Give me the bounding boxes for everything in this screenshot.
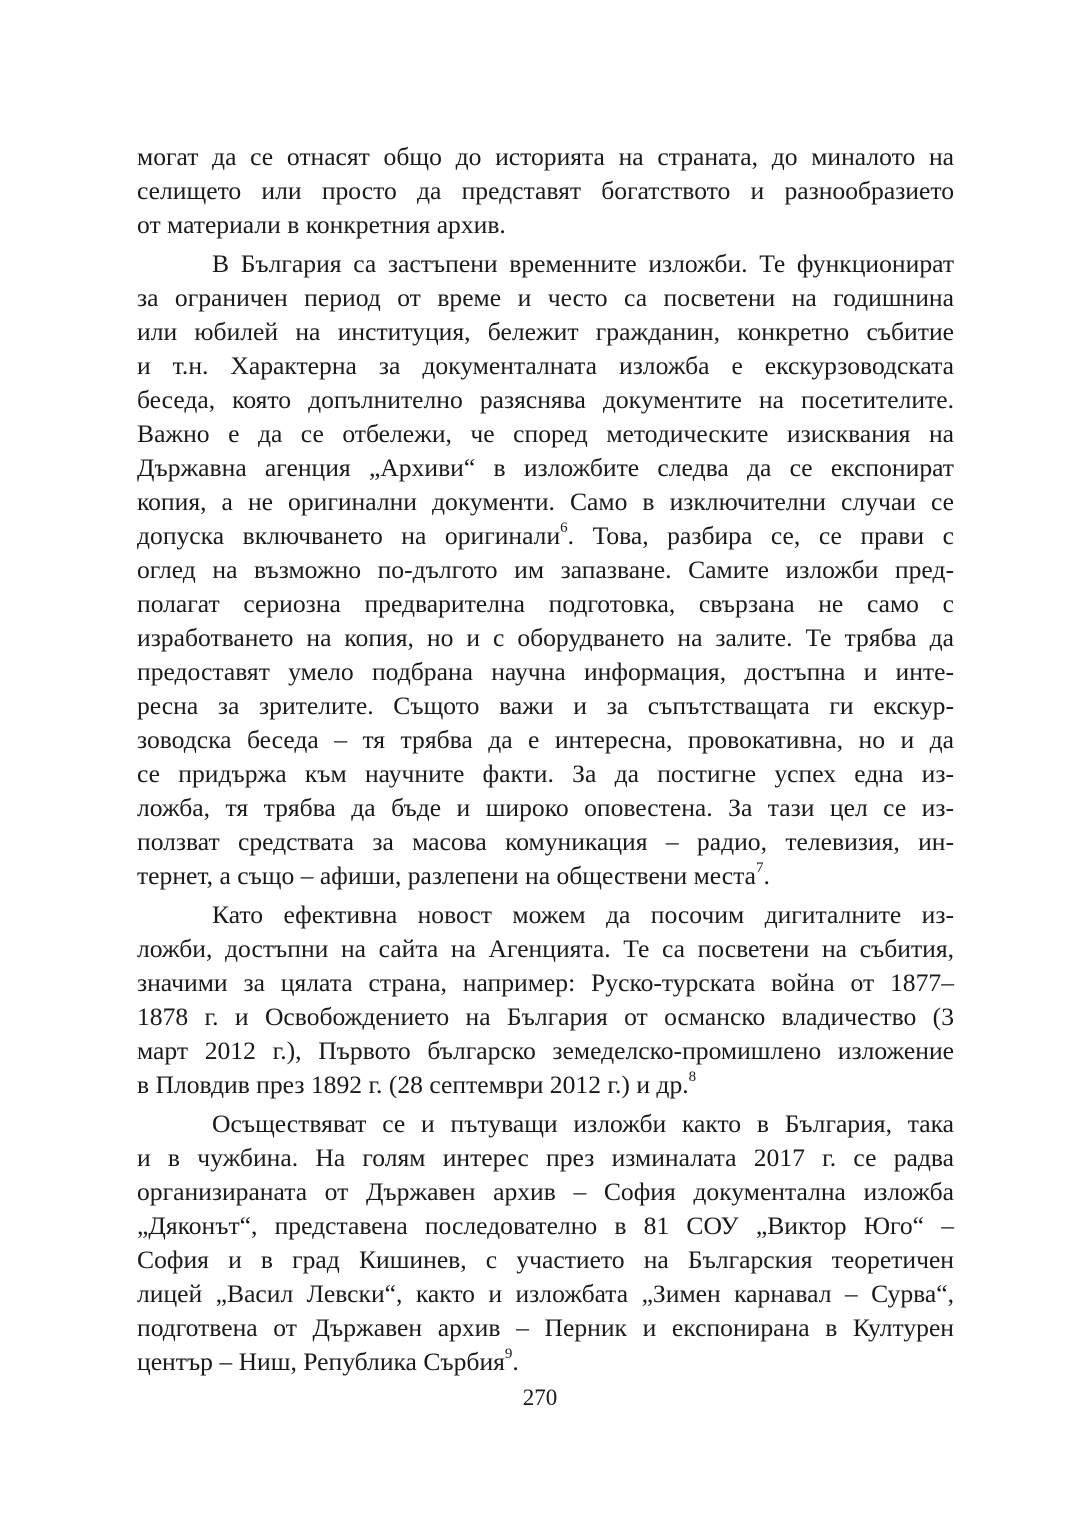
body-text [137,140,954,1379]
paragraph [137,140,954,242]
text-line: ресна за зрителите. Същото важи и за съпътстващата ги екскур- [137,691,954,720]
text-line-with-footnote [137,1068,954,1102]
paragraph [137,898,954,1102]
text-line: „Дяконът“, представена последователно в 81 СОУ „Виктор Юго“ – [137,1211,954,1240]
page-number: 270 [522,1385,558,1410]
text-line: София и в град Кишинев, с участието на Българския теоретичен [137,1245,954,1274]
footnote-marker: 8 [688,1069,697,1086]
text-line: организираната от Държавен архив – София документална изложба [137,1177,954,1206]
text-line: селището или просто да представят богатството и разнообразието [137,176,954,205]
text-line: Държавна агенция „Архиви“ в изложбите следва да се експонират [137,453,954,482]
text-line: 1878 г. и Освобождението на България от османско владичество (3 [137,1002,954,1031]
text-line: могат да се отнасят общо до историята на страната, до миналото на [137,142,954,171]
text-line: от материали в конкретния архив. [137,210,506,239]
text-segment: тернет, а също – афиши, разлепени на обществени места [137,861,757,890]
text-line: изработването на копия, но и с оборудването на залите. Те трябва да [137,623,954,652]
text-segment: център – Ниш, Република Сърбия [137,1347,505,1376]
footnote-marker: 7 [756,860,764,877]
paragraph [137,1107,954,1379]
text-line: ползват средствата за масова комуникация – радио, телевизия, ин- [137,827,954,856]
text-line: Осъществяват се и пътуващи изложби както в България, така [212,1109,954,1138]
text-line: Като ефективна новост можем да посочим дигиталните из- [212,900,954,929]
text-line: и в чужбина. На голям интерес през изминалата 2017 г. се радва [137,1143,954,1172]
text-line-with-footnote [137,519,954,553]
text-line: лицей „Васил Левски“, както и изложбата „Зимен карнавал – Сурва“, [137,1279,954,1308]
footnote-marker: 9 [504,1346,513,1363]
text-line: подготвена от Държавен архив – Перник и експонирана в Културен [137,1313,954,1342]
text-segment: в Пловдив през 1892 г. (28 септември 2012 г.) и др. [137,1070,689,1099]
text-line: беседа, която допълнително разяснява документите на посетителите. [137,385,954,414]
text-line-with-footnote [137,1345,954,1379]
text-line: ложба, тя трябва да бъде и широко оповестена. За тази цел се из- [137,793,954,822]
text-line: ложби, достъпни на сайта на Агенцията. Те са посветени на събития, [137,934,954,963]
text-segment: . [512,1347,519,1376]
text-segment: . [763,861,770,890]
text-line: оглед на възможно по-дългото им запазване. Самите изложби пред- [137,555,954,584]
text-segment: . Това, разбира се, се прави с [567,521,954,550]
text-line: Важно е да се отбележи, че според методическите изисквания на [137,419,954,448]
text-line: за ограничен период от време и често са посветени на годишнина [137,283,954,312]
text-segment: допуска включването на оригинали [137,521,561,550]
text-line: значими за цялата страна, например: Руско-турската война от 1877– [137,968,954,997]
paragraph [137,247,954,893]
text-line: и т.н. Характерна за документалната изложба е екскурзоводската [137,351,954,380]
text-line: зоводска беседа – тя трябва да е интересна, провокативна, но и да [137,725,954,754]
footnote-marker: 6 [560,520,568,537]
text-line-with-footnote [137,859,954,893]
text-line: В България са застъпени временните изложби. Те функционират [212,249,954,278]
text-line: копия, а не оригинални документи. Само в изключителни случаи се [137,487,954,516]
text-line: полагат сериозна предварителна подготовка, свързана не само с [137,589,954,618]
text-line: се придържа към научните факти. За да постигне успех една из- [137,759,954,788]
text-line: предоставят умело подбрана научна информация, достъпна и инте- [137,657,954,686]
text-line: март 2012 г.), Първото българско земеделско-промишлено изложение [137,1036,954,1065]
text-line: или юбилей на институция, бележит гражданин, конкретно събитие [137,317,954,346]
